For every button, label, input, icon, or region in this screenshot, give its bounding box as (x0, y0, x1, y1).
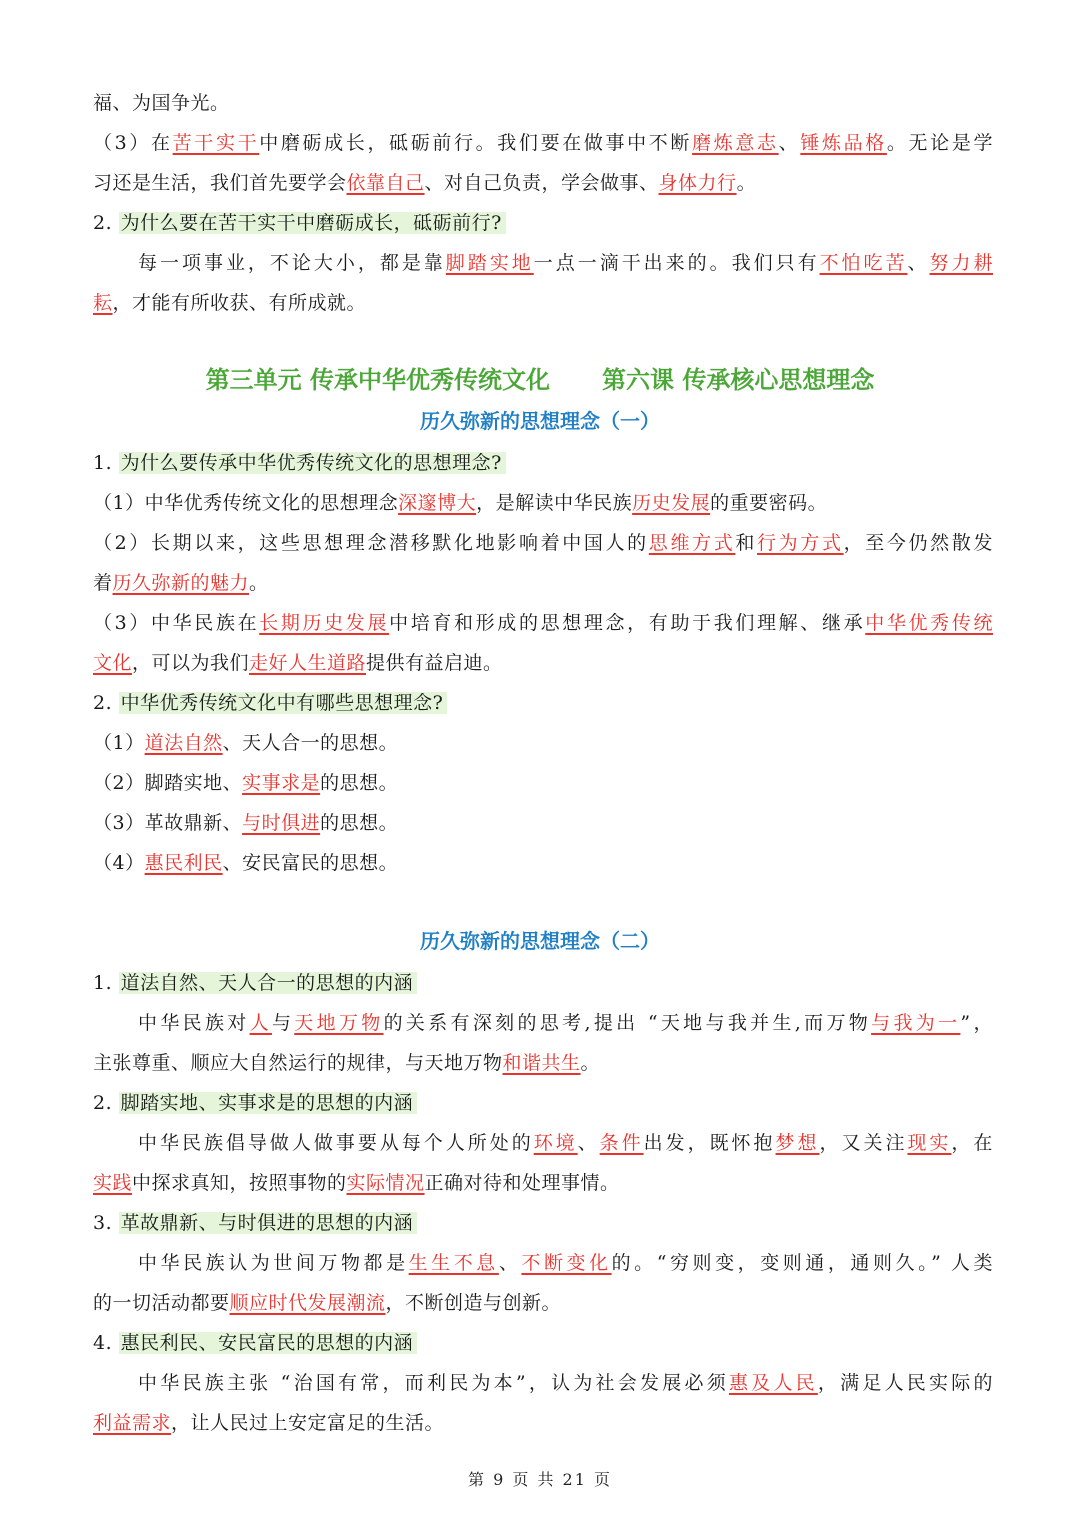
key-phrase: 梦想 (775, 1132, 820, 1154)
list-item (93, 850, 993, 876)
key-phrase: 中华优秀传统 (865, 612, 993, 634)
question-text: 为什么要传承中华优秀传统文化的思想理念? (119, 452, 506, 474)
text-segment: ，可以为我们 (132, 652, 250, 674)
text-segment: （3）在 (93, 132, 173, 154)
page-footer: 第 9 页 共 21 页 (468, 1470, 612, 1489)
text-segment: （1） (93, 732, 145, 754)
text-line (93, 570, 993, 596)
question-heading (93, 970, 993, 996)
text-segment: 。 (580, 1052, 601, 1074)
list-item (93, 730, 993, 756)
key-phrase: 依靠自己 (346, 172, 425, 194)
key-phrase: 身体力行 (658, 172, 737, 194)
text-segment: 4. (93, 1332, 119, 1354)
key-phrase: 历史发展 (632, 492, 711, 514)
question-heading (93, 1330, 993, 1356)
key-phrase: 思维方式 (648, 532, 736, 554)
text-segment: 中探求真知，按照事物的 (132, 1172, 347, 1194)
text-segment: 着 (93, 572, 113, 594)
question-heading (93, 1090, 993, 1116)
text-line (93, 1290, 993, 1316)
question-heading (93, 1210, 993, 1236)
key-phrase: 实际情况 (346, 1172, 425, 1194)
question-text: 惠民利民、安民富民的思想的内涵 (119, 1332, 418, 1354)
key-phrase: 顺应时代发展潮流 (229, 1292, 386, 1314)
text-segment: ，在 (951, 1132, 993, 1154)
text-segment: 习还是生活，我们首先要学会 (93, 172, 347, 194)
key-phrase: 生生不息 (408, 1252, 499, 1274)
key-phrase: 与我为一 (871, 1012, 961, 1034)
key-phrase: 不断变化 (521, 1252, 612, 1274)
text-segment: 的关系有深刻的思考,提出 “天地与我并生,而万物 (383, 1012, 872, 1034)
text-segment: 、天人合一的思想。 (222, 732, 399, 754)
key-phrase: 苦干实干 (172, 132, 260, 154)
key-phrase: 道法自然 (144, 732, 223, 754)
list-item (93, 770, 993, 796)
key-phrase: 走好人生道路 (249, 652, 367, 674)
text-line (93, 170, 993, 196)
text-segment: 与 (271, 1012, 295, 1034)
text-segment: 中华民族认为世间万物都是 (138, 1252, 409, 1274)
section-subtitle: 历久弥新的思想理念（一） (420, 409, 660, 433)
key-phrase: 锤炼品格 (800, 132, 887, 154)
unit-title: 第三单元 传承中华优秀传统文化 (205, 366, 550, 394)
text-line (93, 1170, 993, 1196)
text-segment: 提供有益启迪。 (366, 652, 503, 674)
key-phrase: 和谐共生 (502, 1052, 581, 1074)
question-text: 脚踏实地、实事求是的思想的内涵 (119, 1092, 418, 1114)
text-segment: 中华民族主张 “治国有常，而利民为本”，认为社会发展必须 (138, 1372, 729, 1394)
key-phrase: 实践 (93, 1172, 133, 1194)
key-phrase: 与时俱进 (242, 812, 321, 834)
text-segment: ，又关注 (819, 1132, 908, 1154)
text-line (138, 1250, 993, 1276)
text-line (93, 490, 993, 516)
text-segment: 1. (93, 452, 119, 474)
question-text: 为什么要在苦干实干中磨砺成长，砥砺前行? (119, 212, 506, 234)
text-segment: ，才能有所收获、有所成就。 (112, 292, 367, 314)
question-text: 道法自然、天人合一的思想的内涵 (119, 972, 418, 994)
text-segment: ，让人民过上安定富足的生活。 (171, 1412, 445, 1434)
list-item (93, 810, 993, 836)
key-phrase: 历久弥新的魅力 (112, 572, 250, 594)
text-segment: 一点一滴干出来的。我们只有 (533, 252, 820, 274)
key-phrase: 脚踏实地 (445, 252, 534, 274)
text-segment: 、 (907, 252, 930, 274)
key-phrase: 人 (249, 1012, 272, 1034)
text-segment: 的。“穷则变，变则通，通则久。” 人类 (611, 1252, 993, 1274)
text-segment: 、 (498, 1252, 522, 1274)
key-phrase: 利益需求 (93, 1412, 172, 1434)
text-line (138, 1010, 993, 1036)
key-phrase: 惠民利民 (144, 852, 223, 874)
text-segment: 中华民族倡导做人做事要从每个人所处的 (138, 1132, 534, 1154)
key-phrase: 文化 (93, 652, 133, 674)
text-segment: 2. (93, 1092, 119, 1114)
text-segment: （3）革故鼎新、 (93, 812, 243, 834)
text-segment: 、 (577, 1132, 600, 1154)
text-segment: 2. (93, 212, 119, 234)
text-line (93, 530, 993, 556)
text-segment: （1）中华优秀传统文化的思想理念 (93, 492, 399, 514)
text-line (93, 1410, 993, 1436)
text-segment: 。 (736, 172, 757, 194)
key-phrase: 实事求是 (242, 772, 321, 794)
unit-lesson-title (0, 362, 1080, 398)
text-segment: 的思想。 (320, 772, 399, 794)
text-line (93, 90, 993, 116)
text-segment: 、 (778, 132, 801, 154)
text-segment: 、对自己负责，学会做事、 (424, 172, 659, 194)
text-segment: 、安民富民的思想。 (222, 852, 399, 874)
text-segment: 中培育和形成的思想理念，有助于我们理解、继承 (389, 612, 866, 634)
text-segment: 的一切活动都要 (93, 1292, 230, 1314)
key-phrase: 不怕吃苦 (819, 252, 908, 274)
key-phrase: 条件 (599, 1132, 644, 1154)
text-line (93, 130, 993, 156)
text-segment: （2）脚踏实地、 (93, 772, 243, 794)
text-segment: 的思想。 (320, 812, 399, 834)
section-subtitle: 历久弥新的思想理念（二） (420, 929, 660, 953)
text-segment: （2）长期以来，这些思想理念潜移默化地影响着中国人的 (93, 532, 649, 554)
text-segment: ，满足人民实际的 (817, 1372, 993, 1394)
key-phrase: 现实 (907, 1132, 952, 1154)
text-line (93, 650, 993, 676)
text-segment: 的重要密码。 (710, 492, 828, 514)
text-line (138, 250, 993, 276)
text-line (138, 1370, 993, 1396)
text-segment: 福、为国争光。 (93, 92, 230, 114)
text-segment: 2. (93, 692, 119, 714)
text-segment: ，不断创造与创新。 (385, 1292, 562, 1314)
text-line (138, 1130, 993, 1156)
key-phrase: 深邃博大 (398, 492, 477, 514)
key-phrase: 长期历史发展 (259, 612, 390, 634)
text-segment: 主张尊重、顺应大自然运行的规律，与天地万物 (93, 1052, 503, 1074)
key-phrase: 天地万物 (294, 1012, 384, 1034)
text-segment: ，是解读中华民族 (476, 492, 633, 514)
text-segment: （3）中华民族在 (93, 612, 260, 634)
text-segment: ”， (960, 1012, 993, 1034)
key-phrase: 耘 (93, 292, 113, 314)
text-segment: 1. (93, 972, 119, 994)
text-segment: 每一项事业，不论大小，都是靠 (138, 252, 446, 274)
text-segment: 3. (93, 1212, 119, 1234)
key-phrase: 努力耕 (929, 252, 993, 274)
question-heading (93, 210, 993, 236)
text-segment: （4） (93, 852, 145, 874)
key-phrase: 环境 (533, 1132, 578, 1154)
text-segment: 中华民族对 (138, 1012, 250, 1034)
text-line (93, 1050, 993, 1076)
question-heading (93, 690, 993, 716)
text-segment: 出发，既怀抱 (643, 1132, 776, 1154)
question-text: 革故鼎新、与时俱进的思想的内涵 (119, 1212, 418, 1234)
text-line (93, 290, 993, 316)
text-segment: 。 (249, 572, 269, 594)
key-phrase: 惠及人民 (728, 1372, 818, 1394)
question-heading (93, 450, 993, 476)
text-segment: ，至今仍然散发 (843, 532, 993, 554)
key-phrase: 磨炼意志 (692, 132, 779, 154)
text-segment: 。无论是学 (886, 132, 993, 154)
text-line (93, 610, 993, 636)
text-segment: 和 (735, 532, 758, 554)
question-text: 中华优秀传统文化中有哪些思想理念? (119, 692, 448, 714)
key-phrase: 行为方式 (757, 532, 844, 554)
text-segment: 正确对待和处理事情。 (424, 1172, 620, 1194)
lesson-title: 第六课 传承核心思想理念 (602, 366, 875, 394)
text-segment: 中磨砺成长，砥砺前行。我们要在做事中不断 (259, 132, 693, 154)
